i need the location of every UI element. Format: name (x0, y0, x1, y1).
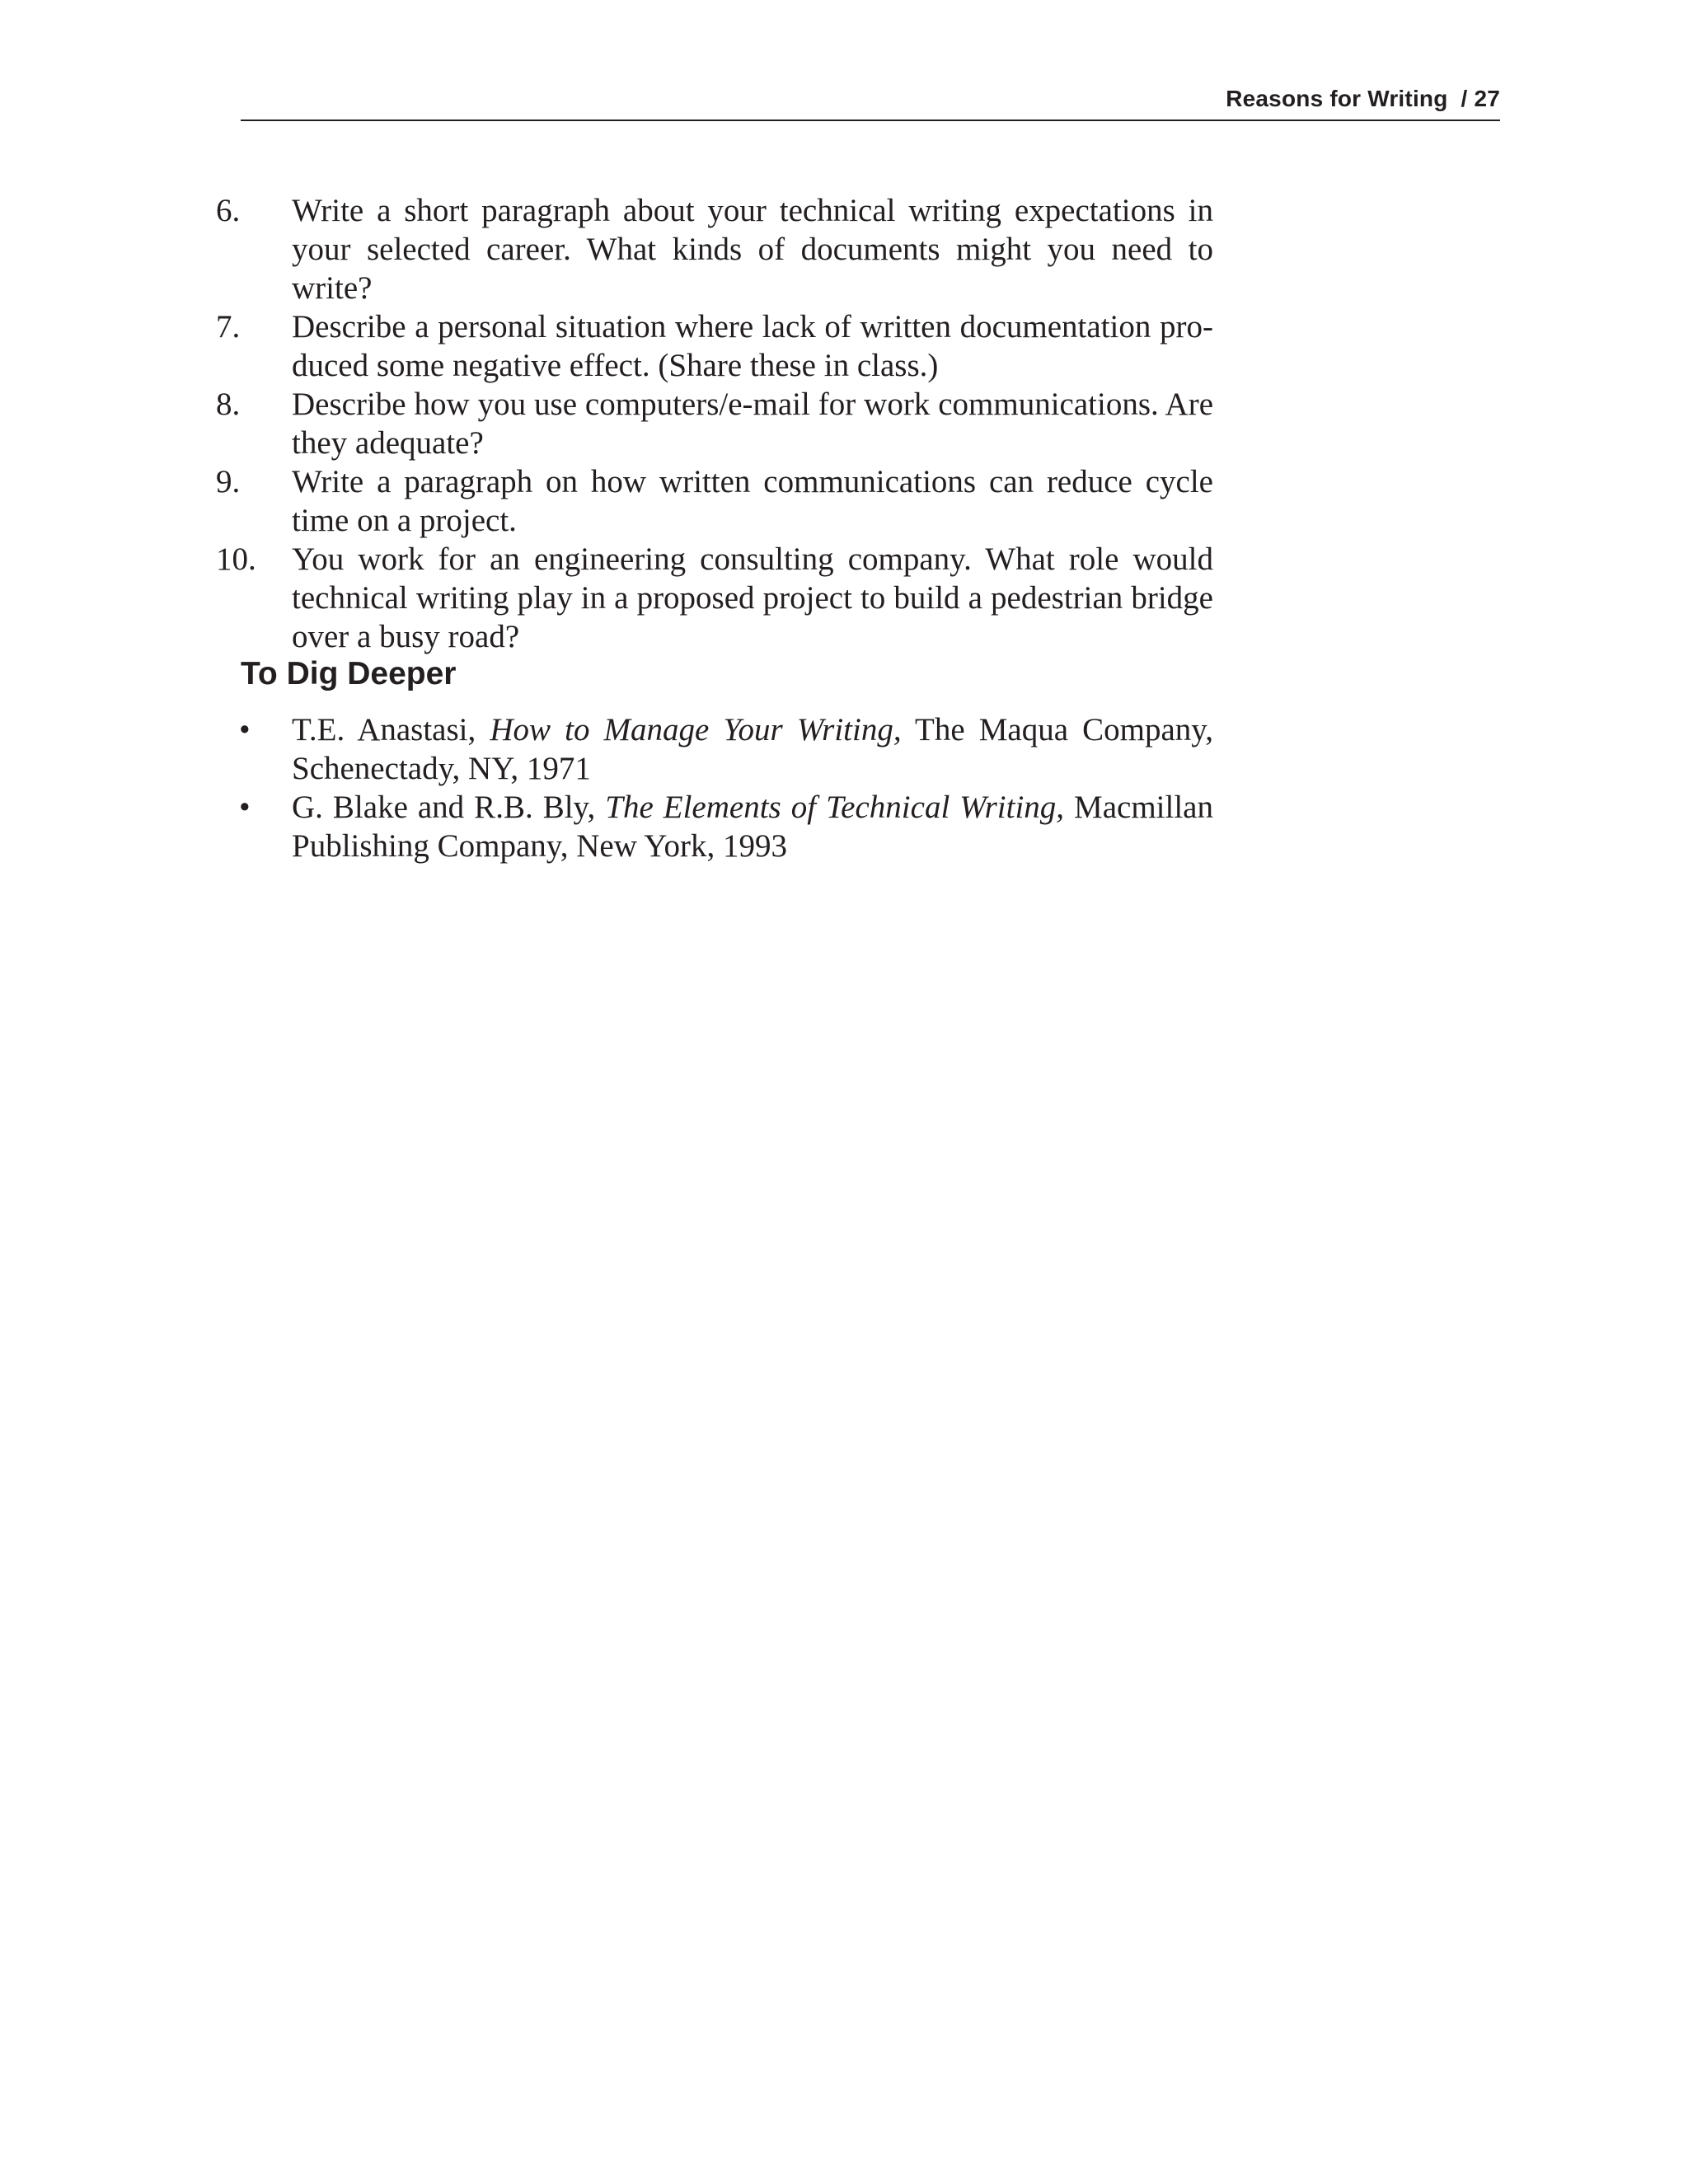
item-text: Write a short paragraph about your technical writing expectations in your selected career. What kinds of documents might you need to write? (292, 193, 1213, 306)
bullet: • (239, 712, 251, 748)
list-item (216, 307, 1213, 385)
reference-item (237, 710, 1221, 788)
reference-author: G. Blake and R.B. Bly, (292, 790, 606, 825)
item-number: 7. (216, 309, 241, 344)
item-number: 8. (216, 387, 241, 422)
item-text: Describe how you use computers/e-mail for work communications. Are they adequate? (292, 387, 1213, 461)
reference-publisher: Macmillan Publishing Company, New York, 1993 (292, 790, 1221, 864)
header-rule (241, 120, 1500, 121)
bullet: • (239, 790, 251, 825)
list-item (216, 191, 1213, 307)
item-text: You work for an engineering consulting company. What role would technical writing play in a proposed project to build a pedestrian bridge over a busy road? (292, 541, 1213, 654)
reference-publisher: The Maqua Company, Schenectady, NY, 1971 (292, 712, 1221, 786)
item-number: 10. (216, 541, 256, 577)
item-number: 6. (216, 193, 241, 228)
item-text: Describe a personal situation where lack of written documentation pro-duced some negative effect. (Share these in class.) (292, 309, 1213, 383)
list-item (216, 385, 1213, 462)
item-text: Write a paragraph on how written communications can reduce cycle time on a project. (292, 464, 1213, 538)
list-item (216, 540, 1213, 656)
reference-item (237, 788, 1221, 865)
exercise-list (216, 191, 1213, 656)
reference-title: The Elements of Technical Writing, (605, 790, 1065, 825)
running-head: Reasons for Writing / 27 (1226, 86, 1500, 111)
item-number: 9. (216, 464, 241, 499)
list-item (216, 462, 1213, 540)
section-heading: To Dig Deeper (241, 656, 457, 691)
reference-author: T.E. Anastasi, (292, 712, 490, 748)
reference-title: How to Manage Your Writing, (490, 712, 902, 748)
reference-list (237, 710, 1221, 865)
